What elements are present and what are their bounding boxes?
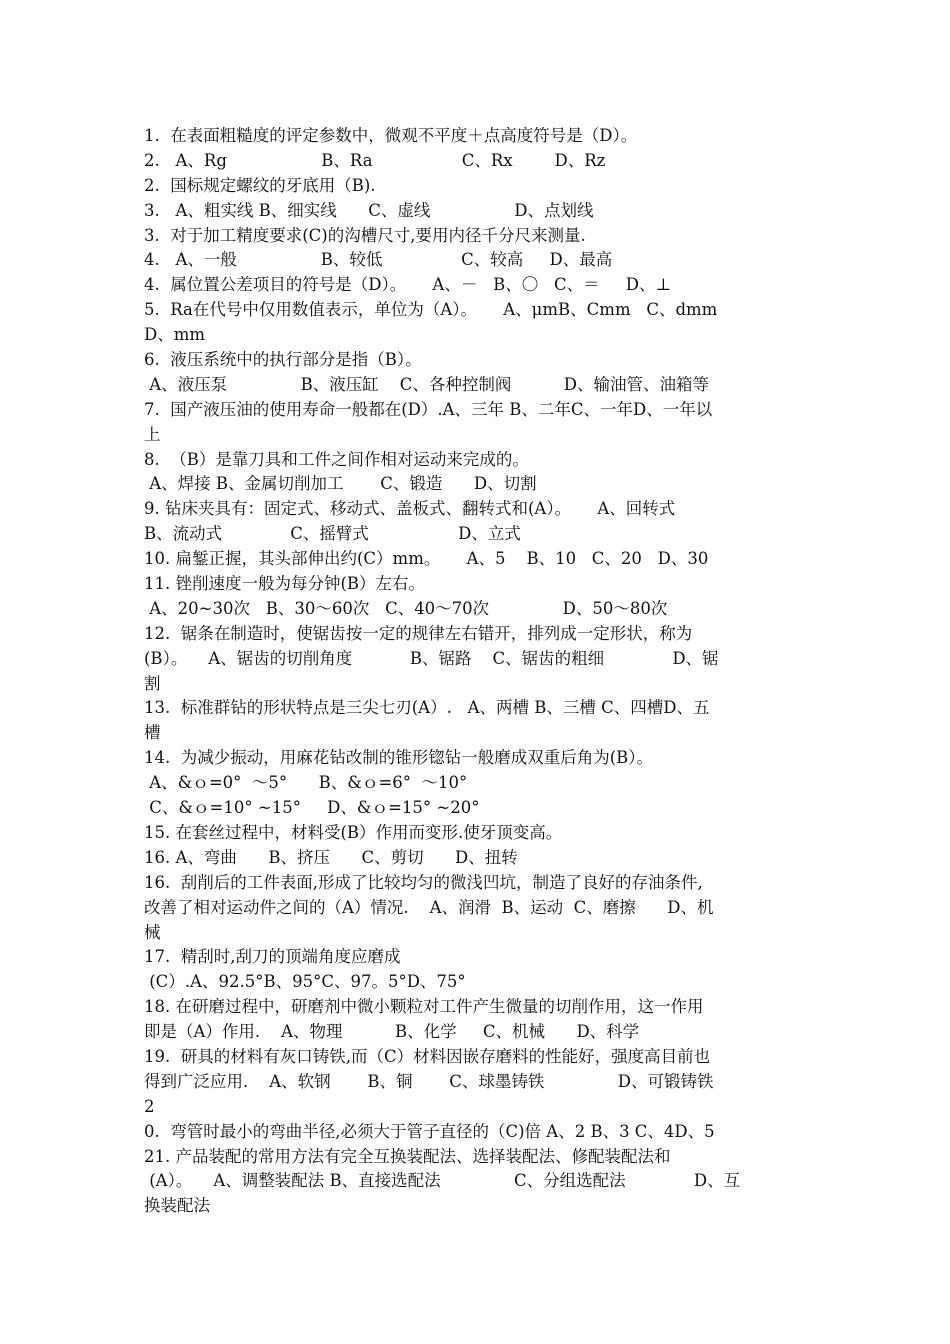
text-line: 12. 锯条在制造时，使锯齿按一定的规律左右错开，排列成一定形状，称为	[144, 623, 693, 643]
text-line: 14. 为减少振动，用麻花钻改制的锥形锪钻一般磨成双重后角为(B）。	[144, 748, 654, 768]
text-line: 6. 液压系统中的执行部分是指（B）。	[144, 350, 422, 370]
text-line: 5. Ra在代号中仅用数值表示，单位为（A）。 A、μmB、Cmm C、dmm	[144, 300, 718, 320]
text-line: 16. A、弯曲 B、挤压 C、剪切 D、扭转	[144, 847, 518, 867]
text-line: (B）。 A、锯齿的切削角度 B、锯路 C、锯齿的粗细 D、锯	[144, 648, 719, 668]
text-line: A、20~30次 B、30～60次 C、40～70次 D、50～80次	[144, 598, 668, 618]
text-line: 2. A、Rg B、Ra C、Rx D、Rz	[144, 150, 606, 170]
text-line: 4. 属位置公差项目的符号是（D）。 A、－ B、〇 C、＝ D、⊥	[144, 275, 672, 295]
text-line: 得到广泛应用. A、软钢 B、铜 C、球墨铸铁 D、可锻铸铁	[144, 1071, 714, 1091]
question-list	[144, 124, 809, 1219]
text-line: 13. 标准群钻的形状特点是三尖七刃(A）. A、两槽 B、三槽 C、四槽D、五	[144, 698, 710, 718]
text-line: B、流动式 C、摇臂式 D、立式	[144, 524, 521, 544]
text-line: 换装配法	[144, 1196, 210, 1216]
text-line: 械	[144, 922, 161, 942]
text-line: 即是（A）作用. A、物理 B、化学 C、机械 D、科学	[144, 1022, 640, 1042]
text-line: 21. 产品装配的常用方法有完全互换装配法、选择装配法、修配装配法和	[144, 1146, 671, 1166]
text-line: 9. 钻床夹具有：固定式、移动式、盖板式、翻转式和(A）。 A、回转式	[144, 499, 676, 519]
text-line: 割	[144, 673, 161, 693]
text-line: C、&ｏ=10° ~15° D、&ｏ=15° ~20°	[144, 798, 480, 818]
text-line: A、液压泵 B、液压缸 C、各种控制阀 D、输油管、油箱等	[144, 374, 709, 394]
text-line: 7. 国产液压油的使用寿命一般都在(D）.A、三年 B、二年C、一年D、一年以	[144, 399, 713, 419]
text-line: 4. A、一般 B、较低 C、较高 D、最高	[144, 250, 613, 270]
text-line: A、&ｏ=0° ～5° B、&ｏ=6° ～10°	[144, 773, 468, 793]
text-line: 0. 弯管时最小的弯曲半径,必须大于管子直径的（C)倍 A、2 B、3 C、4D、5	[144, 1121, 715, 1141]
text-line: 1. 在表面粗糙度的评定参数中，微观不平度＋点高度符号是（D）。	[144, 126, 638, 145]
text-line: 17. 精刮时,刮刀的顶端角度应磨成	[144, 947, 401, 967]
text-line: 2. 国标规定螺纹的牙底用（B).	[144, 175, 376, 195]
text-line: 2	[144, 1096, 155, 1116]
text-line: 18. 在研磨过程中，研磨剂中微小颗粒对工件产生微量的切削作用，这一作用	[144, 997, 704, 1017]
text-line: 3. A、粗实线 B、细实线 C、虚线 D、点划线	[144, 200, 594, 220]
text-line: A、焊接 B、金属切削加工 C、锻造 D、切割	[144, 474, 537, 494]
text-line: 8. （B）是靠刀具和工件之间作相对运动来完成的。	[144, 449, 529, 469]
text-line: 上	[144, 424, 161, 444]
text-line: 槽	[144, 723, 161, 743]
text-line: 19. 研具的材料有灰口铸铁,而（C）材料因嵌存磨料的性能好，强度高目前也	[144, 1046, 711, 1066]
text-line: 3. 对于加工精度要求(C)的沟槽尺寸,要用内径千分尺来测量.	[144, 225, 586, 245]
text-line: 10. 扁錾正握，其头部伸出约(C）mm。 A、5 B、10 C、20 D、30	[144, 549, 709, 569]
text-line: 16. 刮削后的工件表面,形成了比较均匀的微浅凹坑，制造了良好的存油条件,	[144, 872, 703, 892]
text-line: (A）。 A、调整装配法 B、直接选配法 C、分组选配法 D、互	[144, 1171, 741, 1191]
text-line: 改善了相对运动件之间的（A）情况. A、润滑 B、运动 C、磨擦 D、机	[144, 897, 714, 917]
text-line: 11. 锉削速度一般为每分钟(B）左右。	[144, 574, 426, 594]
text-line: D、mm	[144, 325, 206, 345]
text-line: 15. 在套丝过程中，材料受(B）作用而变形.使牙顶变高。	[144, 822, 563, 842]
text-line: (C）.A、92.5°B、95°C、97。5°D、75°	[144, 972, 466, 992]
